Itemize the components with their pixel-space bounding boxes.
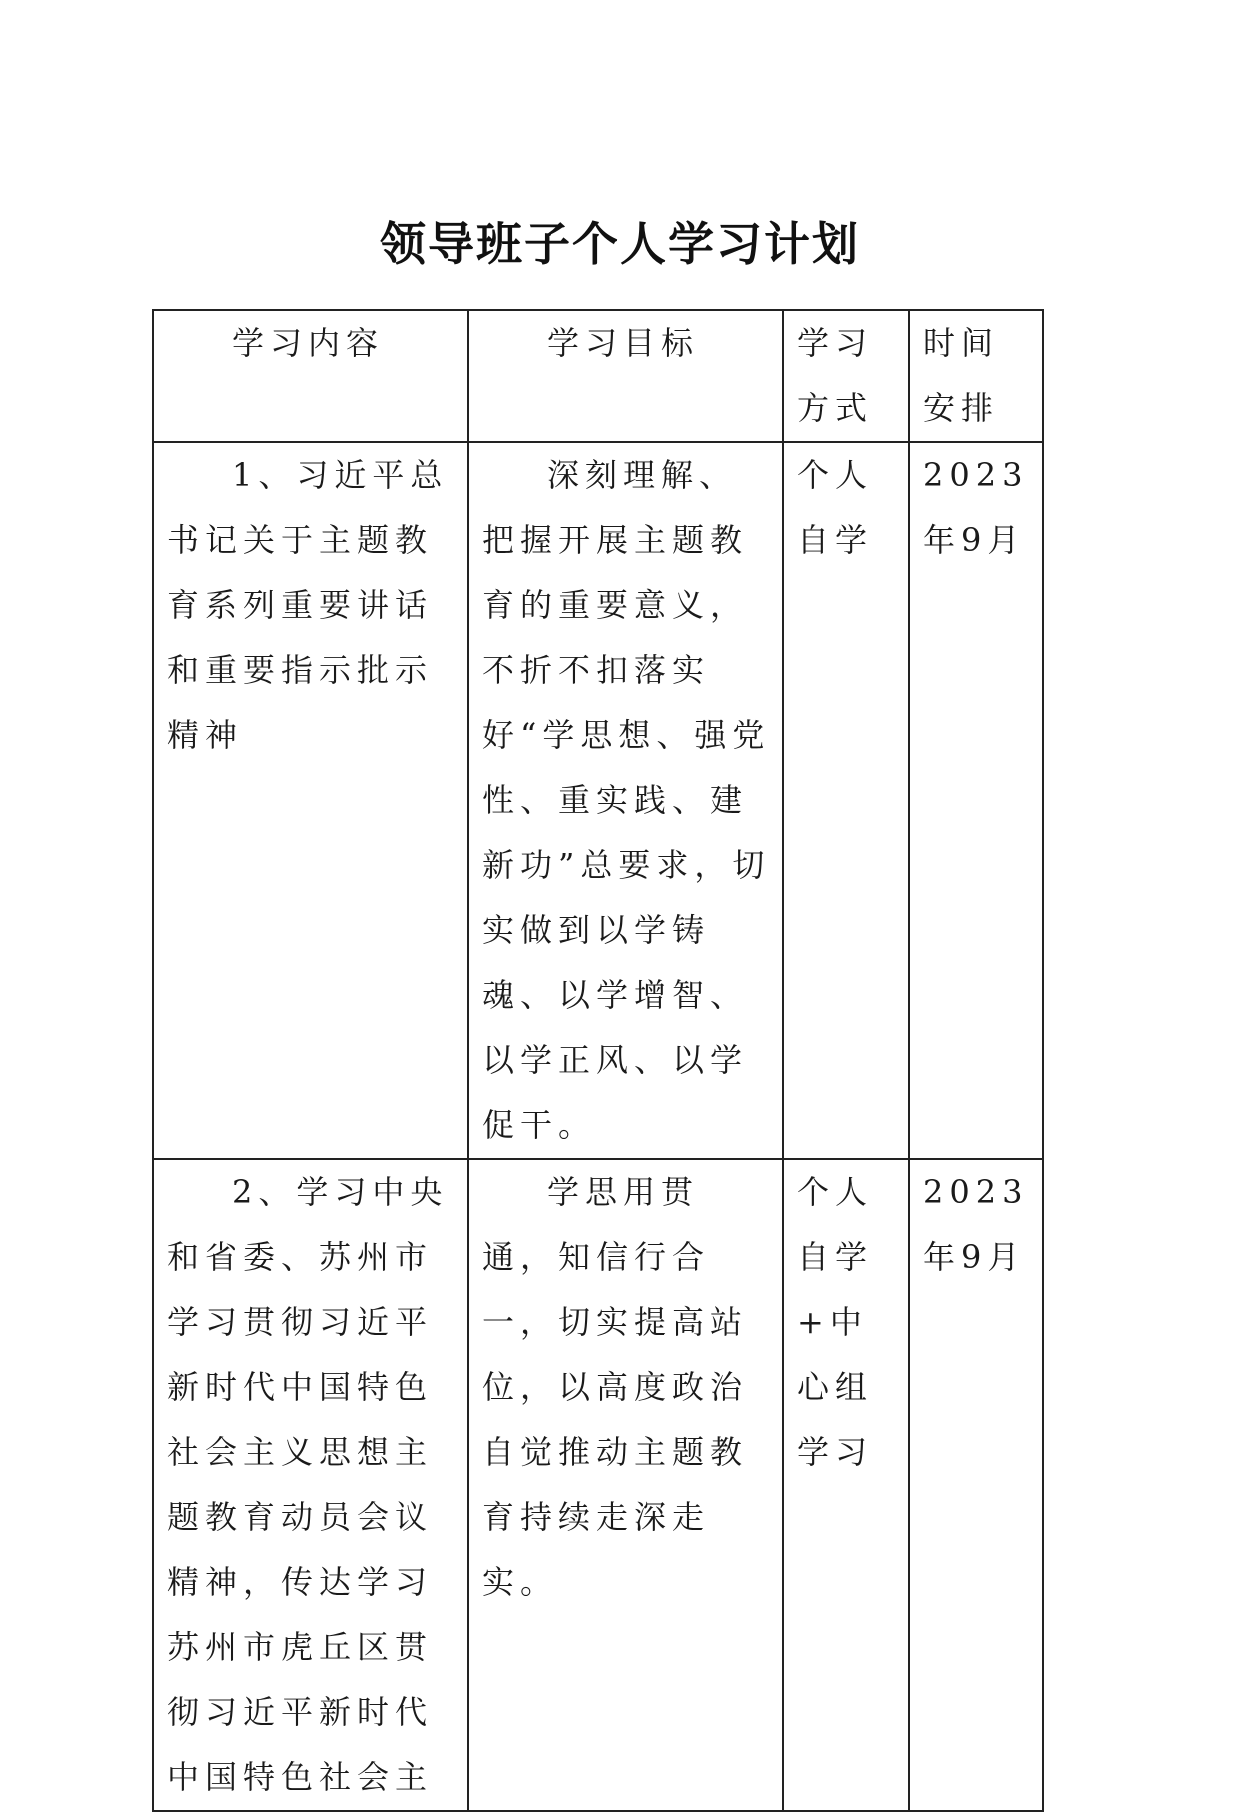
cell-goal: 学思用贯通，知信行合一，切实提高站位，以高度政治自觉推动主题教育持续走深走实。 xyxy=(468,1159,783,1811)
header-time: 时间安排 xyxy=(909,310,1043,442)
table-row xyxy=(153,1159,1043,1811)
cell-content: 2、学习中央和省委、苏州市学习贯彻习近平新时代中国特色社会主义思想主题教育动员会议精神，传达学习苏州市虎丘区贯彻习近平新时代中国特色社会主 xyxy=(153,1159,468,1811)
table-header-row xyxy=(153,310,1043,442)
cell-content: 1、习近平总书记关于主题教育系列重要讲话和重要指示批示精神 xyxy=(153,442,468,1159)
table-row xyxy=(153,442,1043,1159)
cell-method: 个人自学+中心组学习 xyxy=(783,1159,909,1811)
cell-time: 2023年9月 xyxy=(909,442,1043,1159)
header-goal: 学习目标 xyxy=(468,310,783,442)
cell-goal: 深刻理解、把握开展主题教育的重要意义，不折不扣落实好“学思想、强党性、重实践、建新功”总要求，切实做到以学铸魂、以学增智、以学正风、以学促干。 xyxy=(468,442,783,1159)
header-content: 学习内容 xyxy=(153,310,468,442)
page-title: 领导班子个人学习计划 xyxy=(380,217,860,271)
cell-method: 个人自学 xyxy=(783,442,909,1159)
header-method: 学习方式 xyxy=(783,310,909,442)
cell-time: 2023年9月 xyxy=(909,1159,1043,1811)
study-plan-table xyxy=(152,309,1044,1812)
